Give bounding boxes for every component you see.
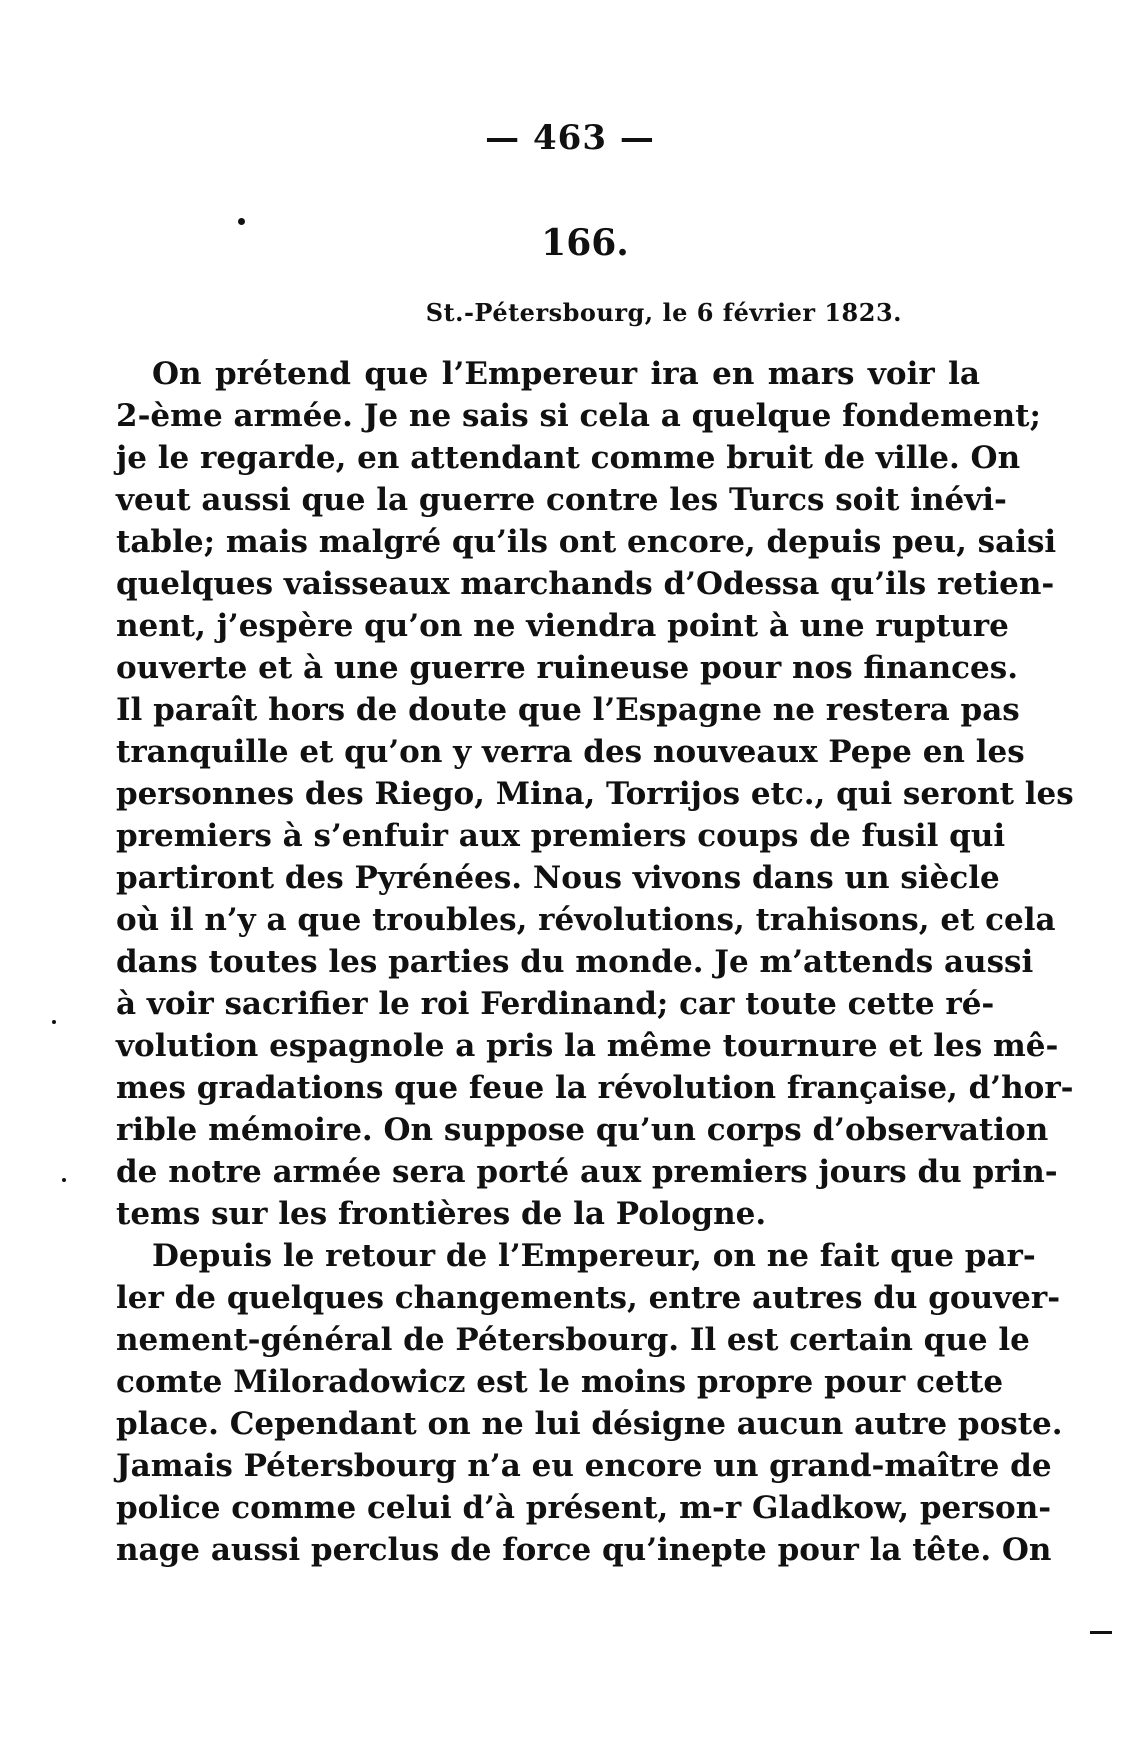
text-line: personnes des Riego, Mina, Torrijos etc., qui seront les — [116, 776, 1074, 812]
text-line: ouverte et à une guerre ruineuse pour nos finances. — [116, 650, 1018, 686]
text-line: dans toutes les parties du monde. Je m’attends aussi — [116, 944, 1034, 980]
text-line: où il n’y a que troubles, révolutions, trahisons, et cela — [116, 902, 1056, 938]
print-speck — [238, 218, 245, 225]
text-line: à voir sacrifier le roi Ferdinand; car toute cette ré- — [116, 986, 995, 1022]
text-line: Depuis le retour de l’Empereur, on ne fait que par- — [152, 1238, 1036, 1274]
text-line: table; mais malgré qu’ils ont encore, depuis peu, saisi — [116, 524, 1057, 560]
text-line: tems sur les frontières de la Pologne. — [116, 1196, 767, 1232]
text-line: tranquille et qu’on y verra des nouveaux Pepe en les — [116, 734, 1025, 770]
text-line: premiers à s’enfuir aux premiers coups de fusil qui — [116, 818, 1006, 854]
letter-number: 166. — [541, 222, 629, 264]
text-line: Il paraît hors de doute que l’Espagne ne restera pas — [116, 692, 1020, 728]
text-line: Jamais Pétersbourg n’a eu encore un grand-maître de — [116, 1448, 1052, 1484]
text-line: rible mémoire. On suppose qu’un corps d’observation — [116, 1112, 1049, 1148]
text-line: ler de quelques changements, entre autres du gouver- — [116, 1280, 1061, 1316]
text-line: de notre armée sera porté aux premiers jours du prin- — [116, 1154, 1058, 1190]
text-line: 2-ème armée. Je ne sais si cela a quelque fondement; — [116, 398, 1041, 434]
text-line: nent, j’espère qu’on ne viendra point à une rupture — [116, 608, 1009, 644]
text-line: comte Miloradowicz est le moins propre pour cette — [116, 1364, 1004, 1400]
text-line: quelques vaisseaux marchands d’Odessa qu’ils retien- — [116, 566, 1055, 602]
letter-body — [116, 353, 1074, 1571]
print-speck — [62, 1178, 66, 1182]
text-line: place. Cependant on ne lui désigne aucun autre poste. — [116, 1406, 1063, 1442]
text-line: je le regarde, en attendant comme bruit de ville. On — [116, 440, 1021, 476]
text-line: veut aussi que la guerre contre les Turcs soit inévi- — [116, 482, 1007, 518]
text-line: volution espagnole a pris la même tournure et les mê- — [116, 1028, 1059, 1064]
text-line: partiront des Pyrénées. Nous vivons dans un siècle — [116, 860, 1000, 896]
text-line: mes gradations que feue la révolution française, d’hor- — [116, 1070, 1074, 1106]
text-line: nement-général de Pétersbourg. Il est certain que le — [116, 1322, 1030, 1358]
page-number: — 463 — — [485, 118, 655, 158]
edge-mark — [1090, 1631, 1112, 1634]
text-line: police comme celui d’à présent, m-r Gladkow, person- — [116, 1490, 1052, 1526]
text-line: On prétend que l’Empereur ira en mars voir la — [152, 356, 980, 392]
text-line: nage aussi perclus de force qu’inepte pour la tête. On — [116, 1532, 1052, 1568]
print-speck — [52, 1020, 56, 1024]
dateline: St.-Pétersbourg, le 6 février 1823. — [425, 298, 902, 327]
